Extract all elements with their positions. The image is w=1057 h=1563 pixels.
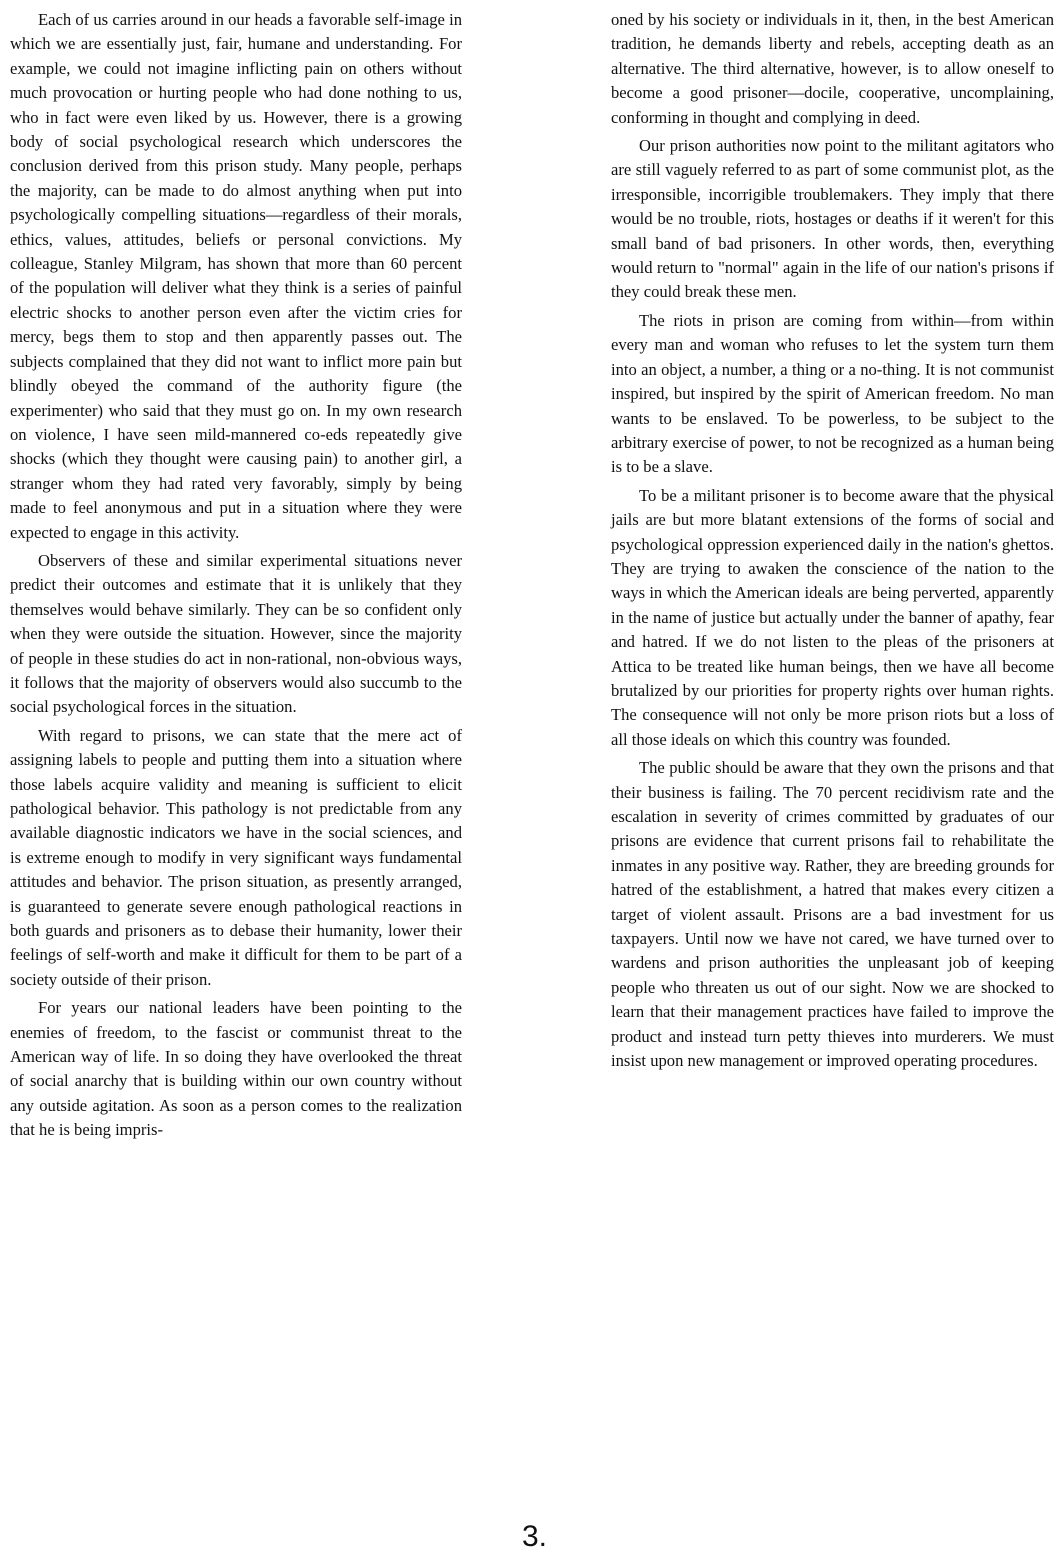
paragraph-militant-prisoner: To be a militant prisoner is to become aware that the physical jails are but more blatant extensions of the forms of social and psychological oppression experienced daily in the nation's ghettos. They are trying to awaken the conscience of the nation to the ways in which the American ideals are being perverted, apparently in the name of justice but actually under the banner of apathy, fear and hatred. If we do not listen to the pleas of the prisoners at Attica to be treated like human beings, then we have all become brutalized by our priorities for property rights over human rights. The consequence will not only be more prison riots but a loss of all those ideals on which this country was founded. <box>611 485 1054 749</box>
left-column <box>10 8 462 1143</box>
paragraph-riots: The riots in prison are coming from within—from within every man and woman who refuses to let the system turn them into an object, a number, a thing or a no-thing. It is not communist inspired, but inspired by the spirit of American freedom. No man wants to be enslaved. To be powerless, to be subject to the arbitrary exercise of power, to not be recognized as a human being is to be a slave. <box>611 310 1054 477</box>
paragraph-national-leaders: For years our national leaders have been pointing to the enemies of freedom, to the fascist or communist threat to the American way of life. In so doing they have overlooked the threat of social anarchy that is building within our own country without any outside agitation. As soon as a person comes to the realization that he is being impris- <box>10 998 462 1140</box>
page-number: 3. <box>522 1520 548 1553</box>
paragraph-self-image: Each of us carries around in our heads a favorable self-image in which we are essentially just, fair, humane and understanding. For example, we could not imagine inflicting pain on others without much provocation or hurting people who had done nothing to us, who in fact were even liked by us. However, there is a growing body of social psychological research which underscores the conclusion derived from this prison study. Many people, perhaps the majority, can be made to do almost anything when put into psychologically compelling situations—regardless of their morals, ethics, values, attitudes, beliefs or personal convictions. My colleague, Stanley Milgram, has shown that more than 60 percent of the population will deliver what they think is a series of painful electric shocks to another person even after the victim cries for mercy, begs them to stop and then apparently passes out. The subjects complained that they did not want to inflict more pain but blindly obeyed the command of the authority figure (the experimenter) who said that they must go on. In my own research on violence, I have seen mild-mannered co-eds repeatedly give shocks (which they thought were causing pain) to another girl, a stranger whom they had rated very favorably, simply by being made to feel anonymous and put in a situation where they were expected to engage in this activity. <box>10 10 462 542</box>
paragraph-prison-authorities: Our prison authorities now point to the militant agitators who are still vaguely referred to as part of some communist plot, as the irresponsible, incorrigible troublemakers. They imply that there would be no trouble, riots, hostages or deaths if it weren't for this small band of bad prisoners. In other words, then, everything would return to "normal" again in the life of our nation's prisons if they could break these men. <box>611 136 1054 302</box>
paragraph-observers: Observers of these and similar experimental situations never predict their outcomes and estimate that it is unlikely that they themselves would behave similarly. They can be so confident only when they were outside the situation. However, since the majority of people in these studies do act in non-rational, non-obvious ways, it follows that the majority of observers would also succumb to the social psychological forces in the situation. <box>10 550 462 717</box>
right-column <box>611 8 1054 1073</box>
paragraph-continuation: oned by his society or individuals in it, then, in the best American tradition, he demands liberty and rebels, accepting death as an alternative. The third alternative, however, is to allow oneself to become a good prisoner—docile, cooperative, uncomplaining, conforming in thought and complying in deed. <box>611 10 1054 127</box>
paragraph-prisons-labels: With regard to prisons, we can state that the mere act of assigning labels to people and putting them into a situation where those labels acquire validity and meaning is sufficient to elicit pathological behavior. This pathology is not predictable from any available diagnostic indicators we have in the social sciences, and is extreme enough to modify in very significant ways fundamental attitudes and behavior. The prison situation, as presently arranged, is guaranteed to generate severe enough pathological reactions in both guards and prisoners as to debase their humanity, lower their feelings of self-worth and make it difficult for them to be part of a society outside of their prison. <box>10 725 462 989</box>
paragraph-public: The public should be aware that they own the prisons and that their business is failing. The 70 percent recidivism rate and the escalation in severity of crimes committed by graduates of our prisons are evidence that current prisons fail to rehabilitate the inmates in any positive way. Rather, they are breeding grounds for hatred of the establishment, a hatred that makes every citizen a target of violent assault. Prisons are a bad investment for us taxpayers. Until now we have not cared, we have turned over to wardens and prison authorities the unpleasant job of keeping people who threaten us out of our sight. Now we are shocked to learn that their management practices have failed to improve the product and instead turn petty thieves into murderers. We must insist upon new management or improved operating procedures. <box>611 758 1054 1071</box>
